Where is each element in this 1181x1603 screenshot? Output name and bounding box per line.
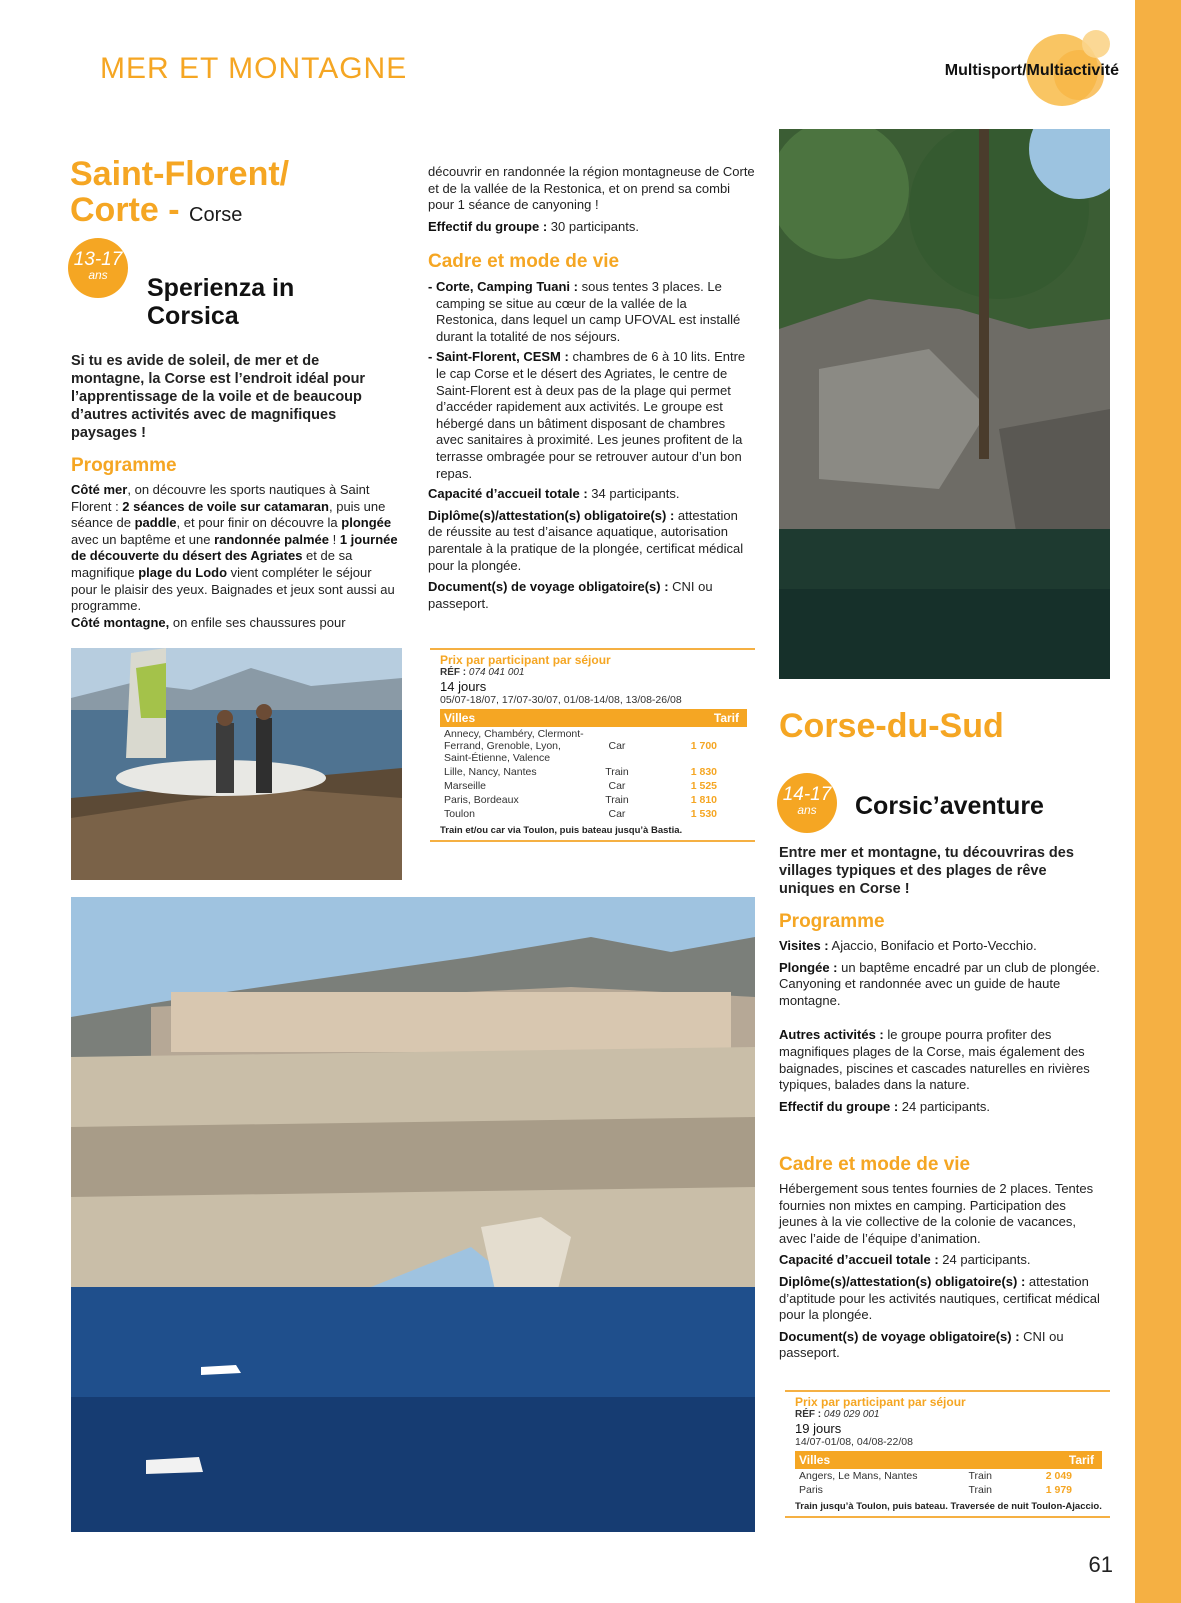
table-row: Paris, Bordeaux Train 1 810 bbox=[444, 794, 717, 806]
stay2-price-box: Prix par participant par séjour RÉF : 049 029 001 19 jours 14/07-01/08, 04/08-22/08 Villes Tarif Angers, Le Mans, Nantes Train 2 049 Paris Train 1 979 Train jusqu’à Toulon, puis bateau. Traversée de nuit Toulon-Ajaccio. bbox=[785, 1390, 1110, 1518]
side-color-band bbox=[1135, 0, 1181, 1603]
bonifacio-photo bbox=[71, 897, 755, 1532]
stay2-programme-text: Visites : Ajaccio, Bonifacio et Porto-Vecchio. Plongée : un baptême encadré par un club de plongée. Canyoning et randonnée avec un guide de haute montagne. Autres activités : le groupe pourra profiter des magnifiques plages de la Corse, mais également des baignades, piscines et cascades naturelles en rivières typiques, balades dans la nature. Effectif du groupe : 24 participants. bbox=[779, 938, 1100, 1114]
stay2-title: Corsic’aventure bbox=[855, 792, 1044, 820]
stay1-region: Corse bbox=[189, 204, 243, 226]
stay2-intro: Entre mer et montagne, tu découvriras des villages typiques et des plages de rêve uniques en Corse ! bbox=[779, 845, 1074, 897]
stay2-programme-heading: Programme bbox=[779, 911, 885, 932]
stay1-intro: Si tu es avide de soleil, de mer et de montagne, la Corse est l’endroit idéal pour l’apprentissage de la voile et de beaucoup d’autres activités avec de magnifiques paysages ! bbox=[71, 353, 366, 441]
stay2-destination: Corse-du-Sud bbox=[779, 707, 1004, 745]
category-label: Multisport/Multiactivité bbox=[944, 62, 1119, 79]
river-rocks-photo bbox=[779, 129, 1110, 679]
table-row: Lille, Nancy, Nantes Train 1 830 bbox=[444, 766, 717, 778]
stay2-cadre-heading: Cadre et mode de vie bbox=[779, 1154, 971, 1175]
stay2-price-table: Villes Tarif Angers, Le Mans, Nantes Train 2 049 Paris Train 1 979 bbox=[795, 1451, 1102, 1497]
stay1-cadre-heading: Cadre et mode de vie bbox=[428, 251, 620, 272]
stay1-destination: Saint-Florent/ Corte - Corse bbox=[70, 155, 290, 229]
stay1-column2: découvrir en randonnée la région montagneuse de Corte et de la vallée de la Restonica, et on prend sa combi pour 1 séance de canyoning ! Effectif du groupe : 30 participants. bbox=[428, 164, 755, 234]
stay1-title: Sperienza in Corsica bbox=[147, 274, 295, 330]
table-row: Marseille Car 1 525 bbox=[444, 780, 717, 792]
catamaran-photo bbox=[71, 648, 402, 880]
stay1-programme-heading: Programme bbox=[71, 455, 177, 476]
table-row: Toulon Car 1 530 bbox=[444, 808, 717, 820]
table-row: Paris Train 1 979 bbox=[799, 1484, 1072, 1496]
stay2-age-badge: 14-17 ans bbox=[777, 773, 837, 833]
stay1-age-badge: 13-17 ans bbox=[68, 238, 128, 298]
stay1-price-table: Villes Tarif Annecy, Chambéry, Clermont-Ferrand, Grenoble, Lyon, Saint-Étienne, Valence Car 1 700 Lille, Nancy, Nantes Train 1 830 Marseille Car 1 525 Paris, Bordeaux Train 1 810 Toulon Car 1 530 bbox=[440, 709, 747, 821]
page-number: 61 bbox=[1088, 1552, 1113, 1577]
section-title: MER ET MONTAGNE bbox=[100, 52, 408, 85]
stay1-cadre-text: - Corte, Camping Tuani : sous tentes 3 places. Le camping se situe au cœur de la vallée de la Restonica, dans lequel un camp UFOVAL est installé durant la totalité de nos séjours. - Saint-Florent, CESM : chambres de 6 à 10 lits. Entre le cap Corse et le désert des Agriates, le centre de Saint-Florent est à deux pas de la plage qui permet d’accéder rapidement aux activités. Le groupe est hébergé dans un bâtiment disposant de chambres avec sanitaires à proximité. Les jeunes profitent de la terrasse ombragée pour se retrouver autour d’un bon repas. Capacité d’accueil totale : 34 participants. Diplôme(s)/attestation(s) obligatoire(s) : attestation de réussite au test d’aisance aquatique, autorisation parentale à la pratique de la plongée, certificat médical pour la plongée. Document(s) de voyage obligatoire(s) : CNI ou passeport. bbox=[428, 279, 746, 611]
table-row: Angers, Le Mans, Nantes Train 2 049 bbox=[799, 1470, 1072, 1482]
stay1-price-box: Prix par participant par séjour RÉF : 074 041 001 14 jours 05/07-18/07, 17/07-30/07, 01/08-14/08, 13/08-26/08 Villes Tarif Annecy, Chambéry, Clermont-Ferrand, Grenoble, Lyon, Saint-Étienne, Valence Car 1 700 Lille, Nancy, Nantes Train 1 830 Marseille Car 1 525 Paris, Bordeaux Train 1 810 Toulon Car 1 530 Train et/ou car via Toulon, puis bateau jusqu’à Bastia. bbox=[430, 648, 755, 842]
stay1-programme-text: Côté mer, on découvre les sports nautiques à Saint Florent : 2 séances de voile sur catamaran, puis une séance de paddle, et pour finir on découvre la plongée avec un baptême et une randonnée palmée ! 1 journée de découverte du désert des Agriates et de sa magnifique plage du Lodo vient compléter le séjour pour le plaisir des yeux. Baignades et jeux sont aussi au programme. Côté montagne, on enfile ses chaussures pour bbox=[71, 482, 398, 630]
table-row: Annecy, Chambéry, Clermont-Ferrand, Grenoble, Lyon, Saint-Étienne, Valence Car 1 700 bbox=[444, 728, 717, 764]
stay2-cadre-text: Hébergement sous tentes fournies de 2 places. Tentes fournies non mixtes en camping. Participation des jeunes à la vie collective de la colonie de vacances, avec l’aide de l’équipe d’animation. Capacité d’accueil totale : 24 participants. Diplôme(s)/attestation(s) obligatoire(s) : attestation d’aptitude pour les activités nautiques, certificat médical pour la plongée. Document(s) de voyage obligatoire(s) : CNI ou passeport. bbox=[779, 1181, 1100, 1361]
